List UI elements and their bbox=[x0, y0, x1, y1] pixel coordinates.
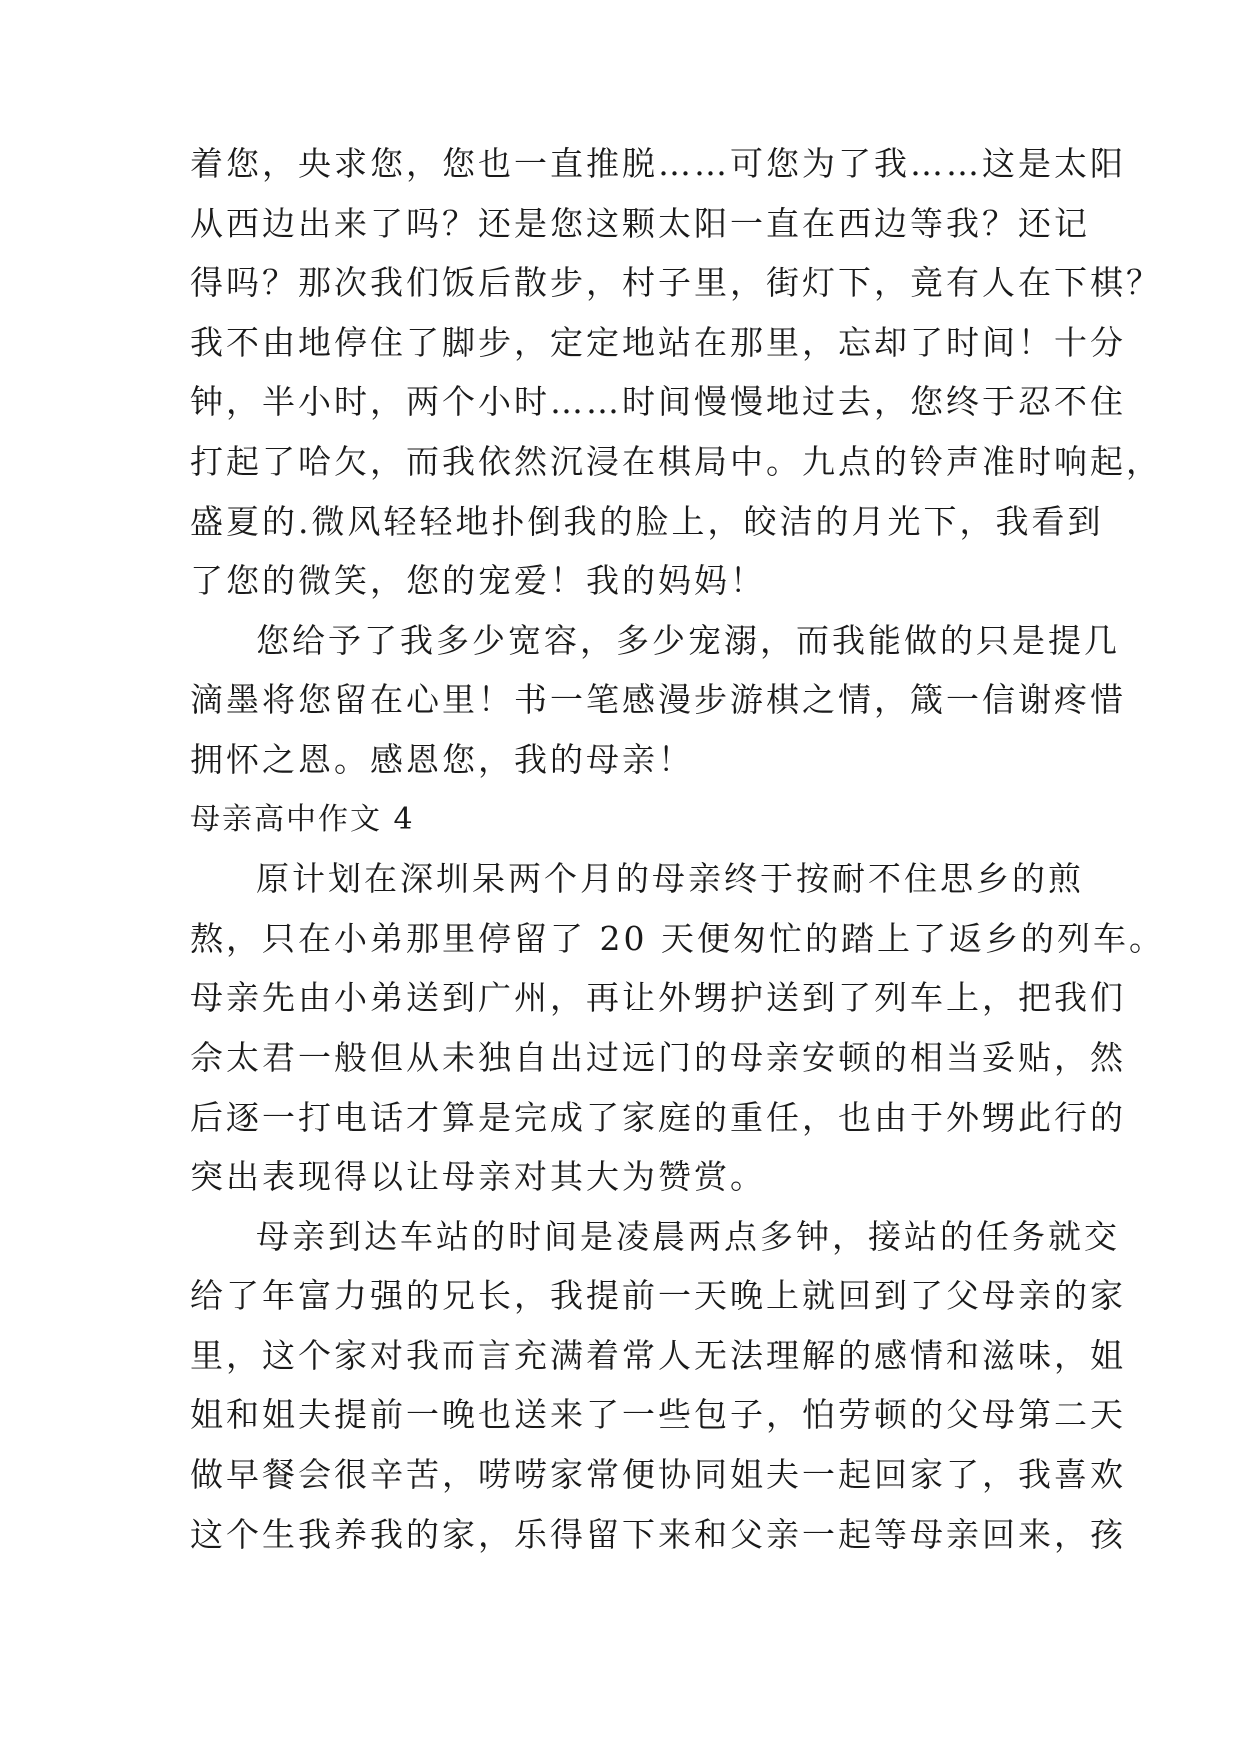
text-line: 后逐一打电话才算是完成了家庭的重任，也由于外甥此行的 bbox=[190, 1097, 1126, 1137]
text-line: 您给予了我多少宽容，多少宠溺，而我能做的只是提几 bbox=[256, 620, 1120, 660]
text-line: 打起了哈欠，而我依然沉浸在棋局中。九点的铃声准时响起， bbox=[190, 441, 1162, 481]
text-line: 钟，半小时，两个小时……时间慢慢地过去，您终于忍不住 bbox=[190, 382, 1126, 422]
text-line: 做早餐会很辛苦，唠唠家常便协同姐夫一起回家了，我喜欢 bbox=[190, 1455, 1126, 1495]
text-line: 我不由地停住了脚步，定定地站在那里，忘却了时间！十分 bbox=[190, 322, 1126, 362]
text-line: 给了年富力强的兄长，我提前一天晚上就回到了父母亲的家 bbox=[190, 1276, 1126, 1316]
text-line: 这个生我养我的家，乐得留下来和父亲一起等母亲回来，孩 bbox=[190, 1514, 1126, 1554]
text-line: 滴墨将您留在心里！书一笔感漫步游棋之情，箴一信谢疼惜 bbox=[190, 680, 1126, 720]
text-line: 母亲到达车站的时间是凌晨两点多钟，接站的任务就交 bbox=[256, 1216, 1120, 1256]
text-line: 得吗？那次我们饭后散步，村子里，街灯下，竟有人在下棋？ bbox=[190, 263, 1162, 303]
text-line: 从西边出来了吗？还是您这颗太阳一直在西边等我？还记 bbox=[190, 203, 1090, 243]
text-line: 拥怀之恩。感恩您，我的母亲！ bbox=[190, 739, 694, 779]
text-line: 盛夏的.微风轻轻地扑倒我的脸上，皎洁的月光下，我看到 bbox=[190, 501, 1104, 541]
text-line: 了您的微笑，您的宠爱！我的妈妈！ bbox=[190, 561, 766, 601]
text-line: 着您，央求您，您也一直推脱……可您为了我……这是太阳 bbox=[190, 144, 1126, 183]
text-line: 突出表现得以让母亲对其大为赞赏。 bbox=[190, 1157, 766, 1197]
text-line: 姐和姐夫提前一晚也送来了一些包子，怕劳顿的父母第二天 bbox=[190, 1395, 1126, 1435]
text-line: 母亲先由小弟送到广州，再让外甥护送到了列车上，把我们 bbox=[190, 978, 1126, 1018]
text-line: 熬，只在小弟那里停留了 20 天便匆忙的踏上了返乡的列车。 bbox=[190, 918, 1165, 958]
text-line: 里，这个家对我而言充满着常人无法理解的感情和滋味，姐 bbox=[190, 1335, 1126, 1375]
text-line: 原计划在深圳呆两个月的母亲终于按耐不住思乡的煎 bbox=[256, 859, 1084, 899]
section-heading: 母亲高中作文 4 bbox=[190, 801, 415, 837]
text-line: 佘太君一般但从未独自出过远门的母亲安顿的相当妥贴，然 bbox=[190, 1037, 1126, 1077]
document-body bbox=[190, 134, 1165, 1564]
